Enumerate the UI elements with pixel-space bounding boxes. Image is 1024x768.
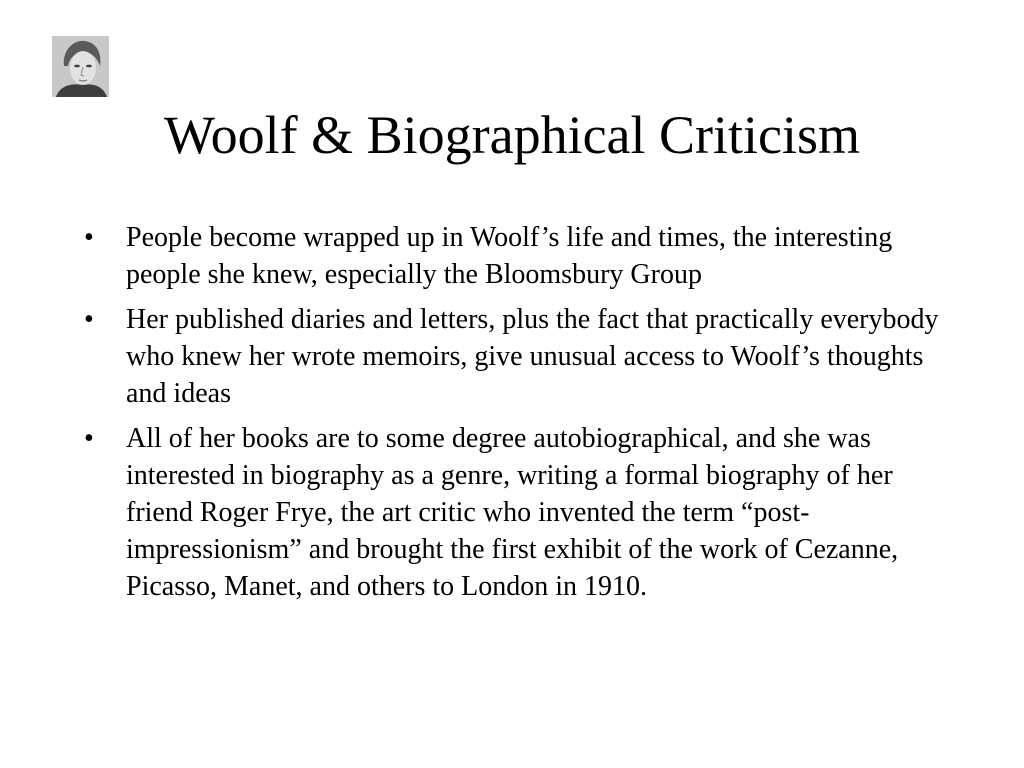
portrait-image	[52, 36, 109, 97]
bullet-text: People become wrapped up in Woolf’s life and times, the interesting people she knew, especially the Bloomsbury Group	[126, 222, 893, 290]
bullet-item	[84, 301, 944, 412]
bullet-icon: •	[84, 304, 94, 335]
slide-title: Woolf & Biographical Criticism	[163, 105, 861, 165]
bullet-item	[84, 420, 944, 605]
bullet-icon: •	[84, 222, 94, 253]
bullet-text: All of her books are to some degree autobiographical, and she was interested in biography as a genre, writing a formal biography of her friend Roger Frye, the art critic who invented the term “post-impressionism” and brought the first exhibit of the work of Cezanne, Picasso, Manet, and others to London in 1910.	[126, 423, 899, 602]
bullet-icon: •	[84, 423, 94, 454]
portrait-photo	[52, 36, 109, 97]
bullet-list	[84, 219, 944, 613]
bullet-text: Her published diaries and letters, plus the fact that practically everybody who knew her wrote memoirs, give unusual access to Woolf’s thoughts and ideas	[126, 304, 939, 409]
bullet-item	[84, 219, 944, 293]
